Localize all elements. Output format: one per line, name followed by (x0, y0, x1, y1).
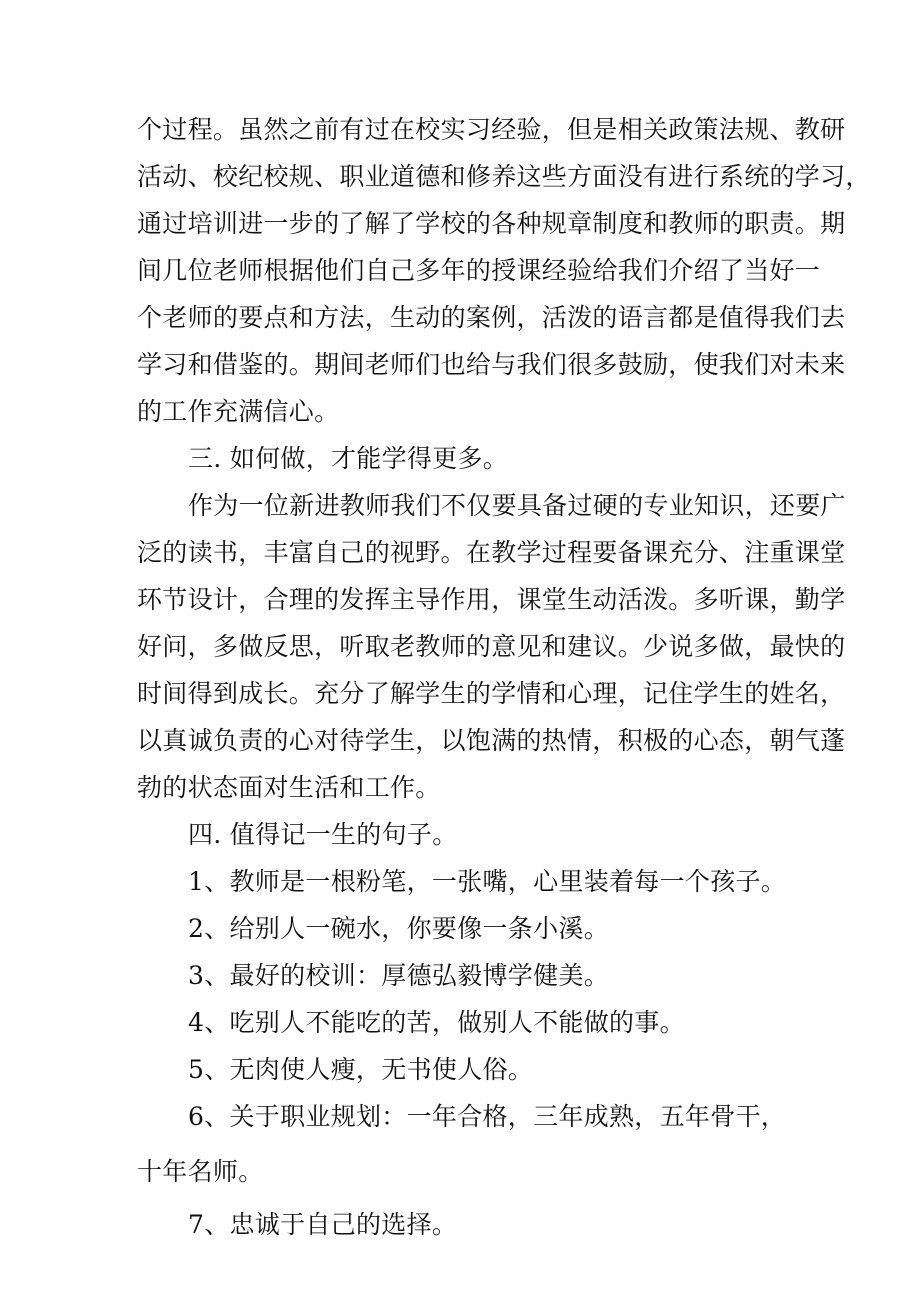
paragraph-line: 以真诚负责的心对待学生，以饱满的热情，积极的心态，朝气蓬 (137, 726, 846, 755)
section-heading: 四. 值得记一生的句子。 (188, 820, 458, 849)
quote-item: 6、关于职业规划：一年合格，三年成熟，五年骨干， (188, 1102, 787, 1131)
quote-item: 1、教师是一根粉笔，一张嘴，心里装着每一个孩子。 (188, 867, 787, 896)
paragraph-line: 泛的读书，丰富自己的视野。在教学过程要备课充分、注重课堂 (137, 538, 846, 567)
paragraph-line: 环节设计，合理的发挥主导作用，课堂生动活泼。多听课，勤学 (137, 585, 846, 614)
quote-item: 4、吃别人不能吃的苦，做别人不能做的事。 (188, 1008, 685, 1037)
quote-item: 2、给别人一碗水，你要像一条小溪。 (188, 914, 610, 943)
paragraph-line: 活动、校纪校规、职业道德和修养这些方面没有进行系统的学习， (137, 162, 871, 191)
paragraph-line: 个过程。虽然之前有过在校实习经验，但是相关政策法规、教研 (137, 115, 846, 144)
paragraph-line: 作为一位新进教师我们不仅要具备过硬的专业知识，还要广 (188, 491, 846, 520)
paragraph-line: 好问，多做反思，听取老教师的意见和建议。少说多做，最快的 (137, 632, 846, 661)
quote-item: 7、忠诚于自己的选择。 (188, 1210, 458, 1239)
quote-item: 3、最好的校训：厚德弘毅博学健美。 (188, 961, 610, 990)
quote-continuation: 十年名师。 (137, 1157, 264, 1186)
paragraph-line: 时间得到成长。充分了解学生的学情和心理，记住学生的姓名， (137, 679, 846, 708)
paragraph-line: 的工作充满信心。 (137, 397, 340, 426)
paragraph-line: 通过培训进一步的了解了学校的各种规章制度和教师的职责。期 (137, 209, 846, 238)
section-heading: 三. 如何做，才能学得更多。 (188, 444, 509, 473)
paragraph-line: 学习和借鉴的。期间老师们也给与我们很多鼓励，使我们对未来 (137, 350, 846, 379)
paragraph-line: 间几位老师根据他们自己多年的授课经验给我们介绍了当好一 (137, 256, 821, 285)
quote-item: 5、无肉使人瘦，无书使人俗。 (188, 1055, 534, 1084)
paragraph-line: 个老师的要点和方法，生动的案例，活泼的语言都是值得我们去 (137, 303, 846, 332)
paragraph-line: 勃的状态面对生活和工作。 (137, 773, 441, 802)
